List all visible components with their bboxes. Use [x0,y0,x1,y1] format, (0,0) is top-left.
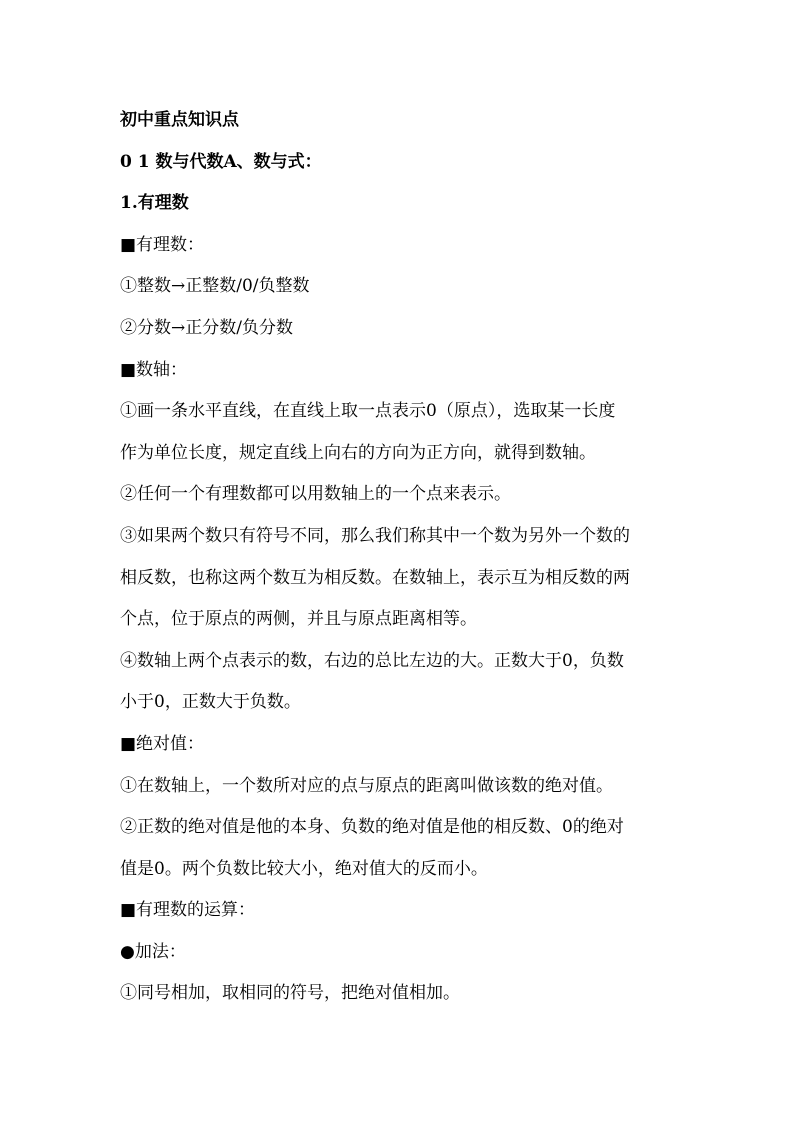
list-item: ①画一条水平直线，在直线上取一点表示0（原点），选取某一长度 [120,401,616,422]
document-body [120,100,680,1015]
list-item: ②正数的绝对值是他的本身、负数的绝对值是他的相反数、0的绝对 [120,817,624,838]
list-item-continued: 值是0。两个负数比较大小，绝对值大的反而小。 [120,858,488,879]
list-item: ①整数→正整数/0/负整数 [120,276,310,297]
list-item: ④数轴上两个点表示的数，右边的总比左边的大。正数大于0，负数 [120,650,624,671]
heading-absolute-value: ■绝对值： [120,733,205,754]
list-item-continued: 相反数，也称这两个数互为相反数。在数轴上，表示互为相反数的两 [120,567,630,588]
list-item: ①在数轴上，一个数所对应的点与原点的距离叫做该数的绝对值。 [120,775,613,796]
list-item: ③如果两个数只有符号不同，那么我们称其中一个数为另外一个数的 [120,525,630,546]
heading-number-line: ■数轴： [120,359,188,380]
heading-operations: ■有理数的运算： [120,900,256,921]
subheading-addition: ●加法： [120,941,186,962]
document-title: 初中重点知识点 [120,110,239,130]
list-item: ②分数→正分数/负分数 [120,317,293,338]
list-item: ①同号相加，取相同的符号，把绝对值相加。 [120,983,460,1004]
list-item-continued: 个点，位于原点的两侧，并且与原点距离相等。 [120,609,477,630]
subsection-heading: 1.有理数 [120,193,189,214]
list-item-continued: 作为单位长度，规定直线上向右的方向为正方向，就得到数轴。 [120,442,596,463]
heading-rational-numbers: ■有理数： [120,234,205,255]
section-heading: 0 1 数与代数A、数与式： [120,151,322,172]
list-item: ②任何一个有理数都可以用数轴上的一个点来表示。 [120,484,511,505]
list-item-continued: 小于0，正数大于负数。 [120,692,301,713]
